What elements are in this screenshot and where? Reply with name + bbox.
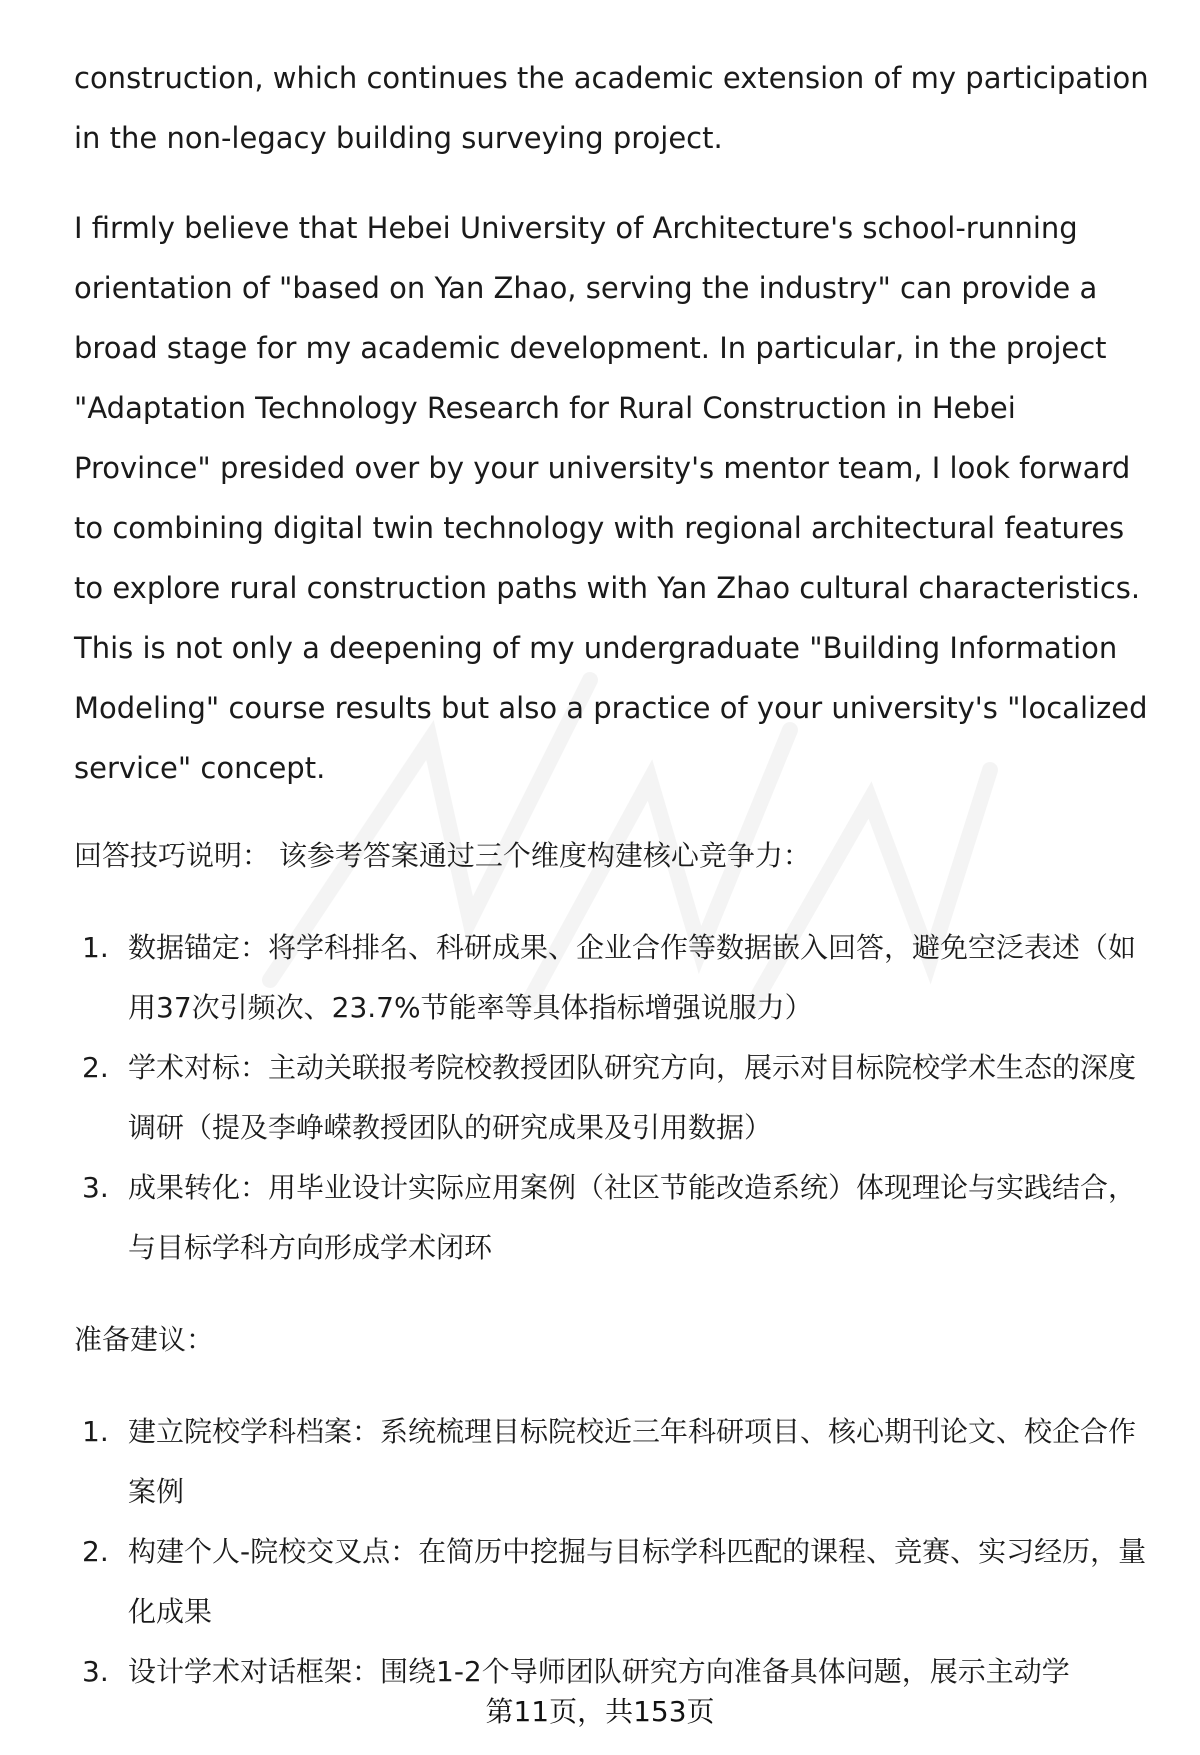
list-item-number: 1. [82, 931, 109, 964]
techniques-list [74, 918, 1154, 1278]
techniques-heading: 回答技巧说明： 该参考答案通过三个维度构建核心竞争力： [74, 839, 811, 872]
list-item-number: 1. [82, 1415, 109, 1448]
list-item-number: 2. [82, 1051, 109, 1084]
list-item-text: 学术对标：主动关联报考院校教授团队研究方向，展示对目标院校学术生态的深度调研（提及李峥嵘教授团队的研究成果及引用数据） [128, 1051, 1137, 1144]
list-item-number: 3. [82, 1171, 109, 1204]
document-page [74, 48, 1154, 1736]
list-item-text: 成果转化：用毕业设计实际应用案例（社区节能改造系统）体现理论与实践结合，与目标学科方向形成学术闭环 [128, 1171, 1137, 1264]
paragraph-hebei: I firmly believe that Hebei University of Architecture's school-running orientation of "based on Yan Zhao, serving the industry" can provide a broad stage for my academic development. In particular, in the project "Adaptation Technology Research for Rural Construction in Hebei Province" presided over by your university's mentor team, I look forward to combining digital twin technology with regional architectural features to explore rural construction paths with Yan Zhao cultural characteristics. This is not only a deepening of my undergraduate "Building Information Modeling" course results but also a practice of your university's "localized service" concept. [74, 211, 1148, 785]
list-item-text: 设计学术对话框架：围绕1-2个导师团队研究方向准备具体问题，展示主动学 [128, 1655, 1070, 1688]
list-item [74, 918, 1154, 1038]
list-item-number: 2. [82, 1535, 109, 1568]
list-item [74, 1038, 1154, 1158]
list-item-text: 构建个人-院校交叉点：在简历中挖掘与目标学科匹配的课程、竞赛、实习经历，量化成果 [128, 1535, 1147, 1628]
list-item [74, 1158, 1154, 1278]
suggestions-heading: 准备建议： [74, 1323, 215, 1356]
list-item [74, 1522, 1154, 1642]
list-item-number: 3. [82, 1655, 109, 1688]
suggestions-list [74, 1402, 1154, 1702]
list-item [74, 1402, 1154, 1522]
list-item-text: 建立院校学科档案：系统梳理目标院校近三年科研项目、核心期刊论文、校企合作案例 [128, 1415, 1137, 1508]
list-item-text: 数据锚定：将学科排名、科研成果、企业合作等数据嵌入回答，避免空泛表述（如用37次引频次、23.7%节能率等具体指标增强说服力） [128, 931, 1137, 1024]
page-footer: 第11页，共153页 [485, 1695, 715, 1728]
paragraph-continuation: construction, which continues the academic extension of my participation in the non-legacy building surveying project. [74, 61, 1149, 155]
